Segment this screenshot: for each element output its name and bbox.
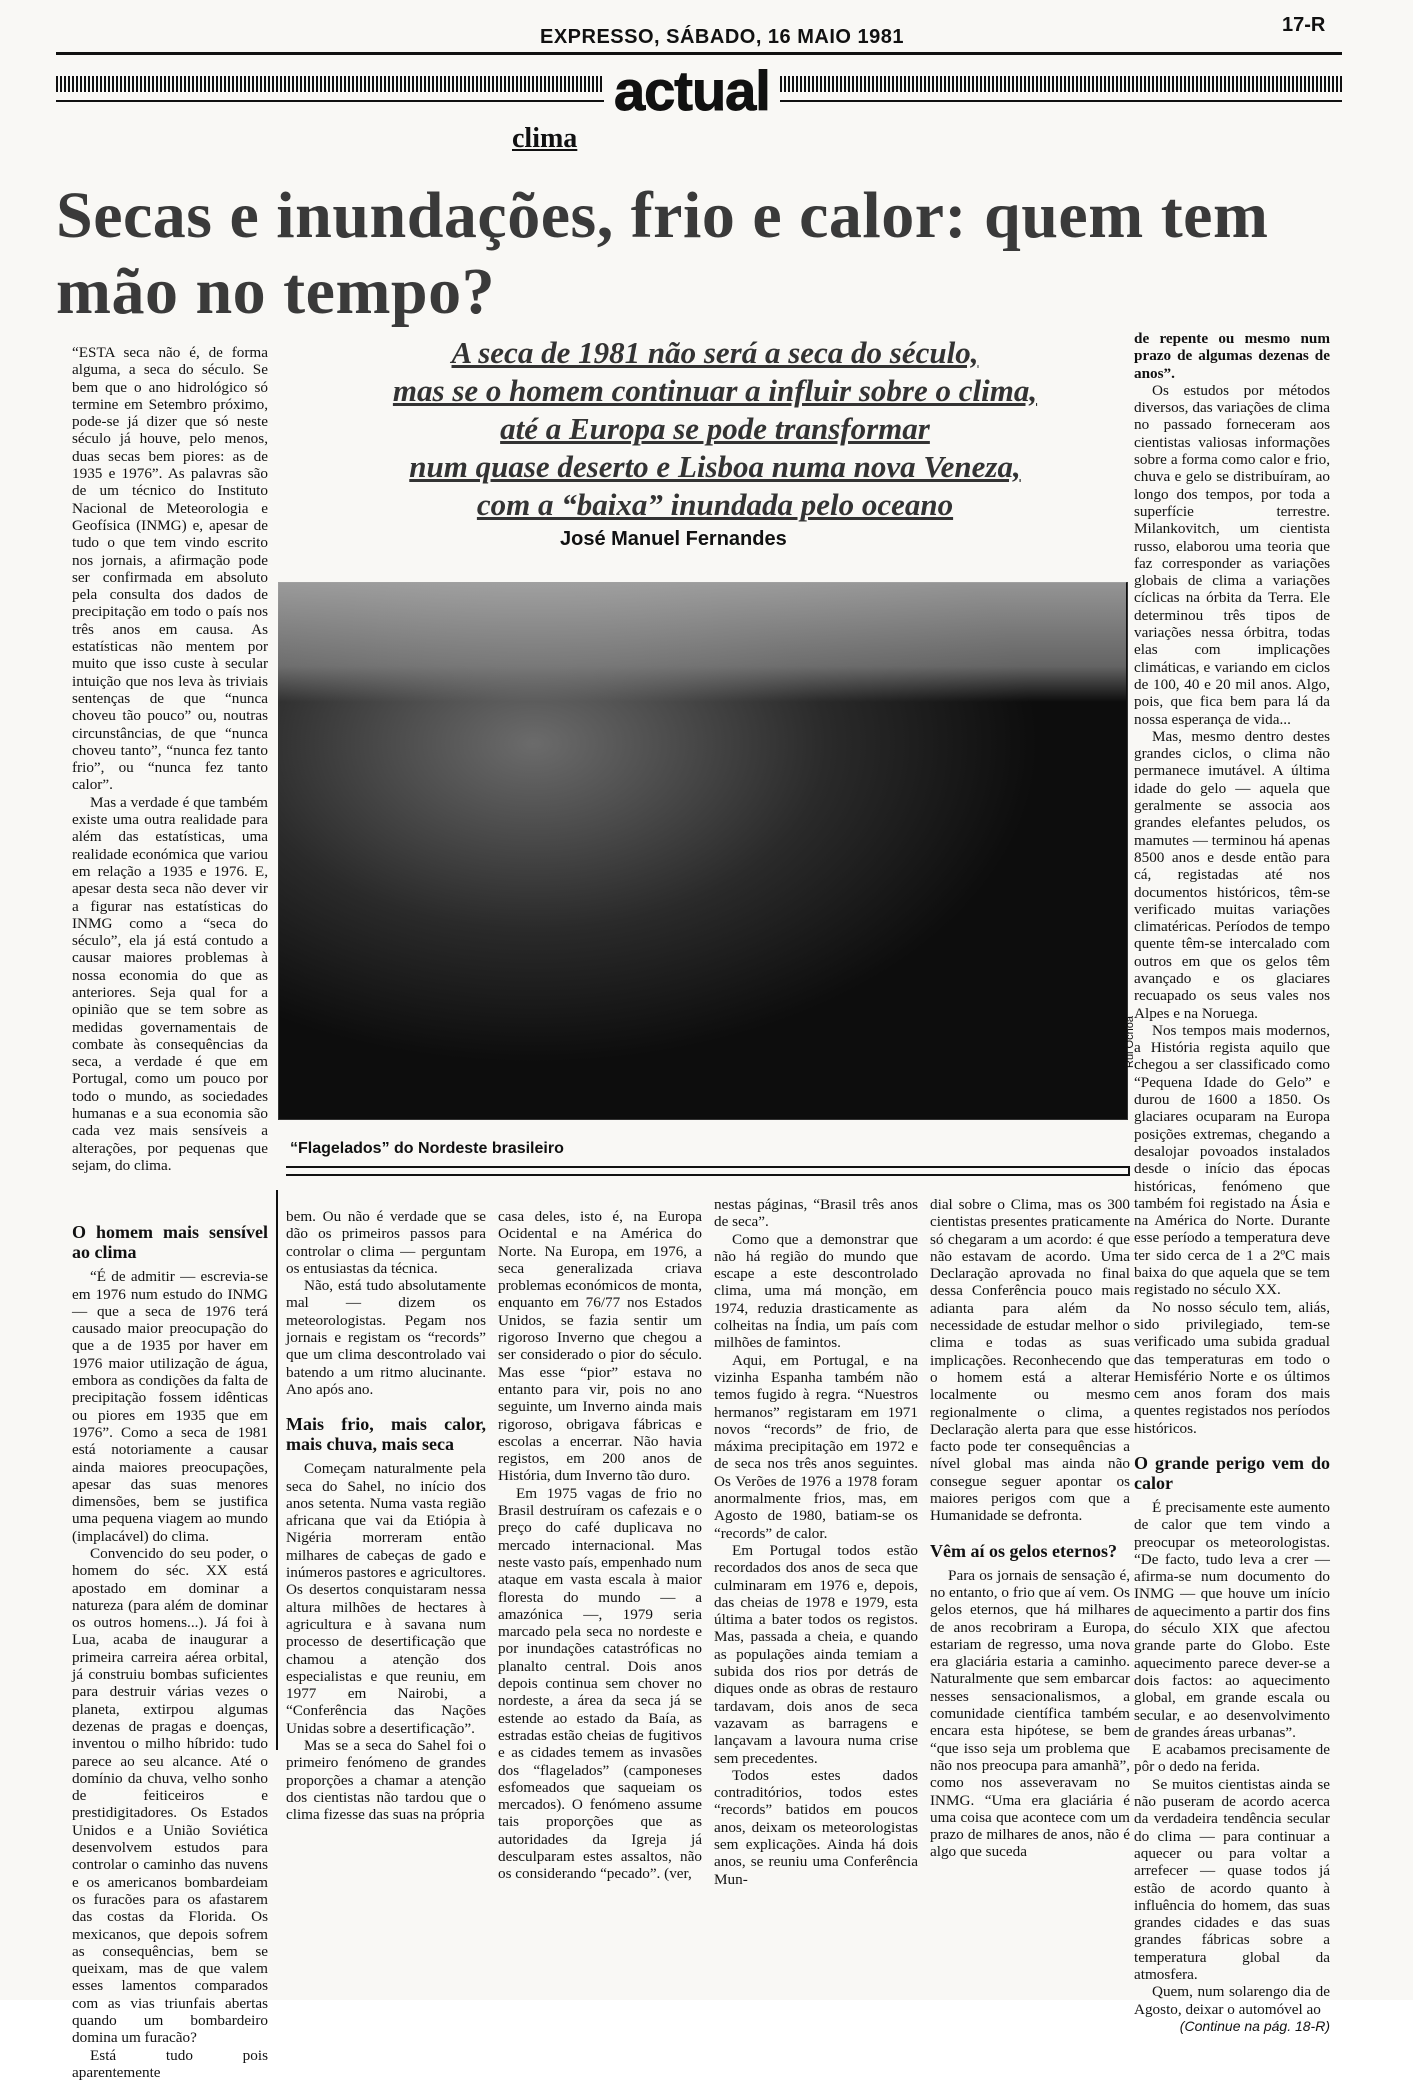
column-1 (72, 344, 268, 2081)
column-divider (276, 1190, 278, 1750)
news-photo-highlight (278, 582, 1126, 702)
paragraph: Não, está tudo absolutamente mal — dizem os meteorologistas. Pegam nos jornais e registam os “records” que um clima descontrolado vai batendo a um ritmo alucinante. Ano após ano. (286, 1277, 486, 1398)
paragraph: “ESTA seca não é, de forma alguma, a seca do século. Se bem que o ano hidrológico só termine em Setembro próximo, pode-se já dizer que só neste século já houve, pelo menos, duas secas bem piores: as de 1935 e 1976”. As palavras são de um técnico do Instituto Nacional de Meteorologia e Geofísica (INMG) e, apesar de tudo o que tem vindo escrito nos jornais, a afirmação pode ser confirmada em absoluto pela consulta dos dados de precipitação em todo o país nos três anos em causa. As estatísticas não mentem por muito que isso custe à secular intuição que nos leva às triviais sentenças de que “nunca choveu tão pouco” ou, noutras circunstâncias, de que “nunca choveu tanto”, “nunca fez tanto frio”, ou “nunca fez tanto calor”. (72, 344, 268, 794)
paragraph: “É de admitir — escrevia-se em 1976 num estudo do INMG — que a seca de 1976 terá causado maior preocupação do que a de 1935 por haver em 1976 maior utilização de água, embora as condições da falta de precipitação fossem idênticas ou piores em 1935 que em 1976”. Como a seca de 1981 está notoriamente a causar ainda maiores preocupações, apesar das suas menores dimensões, bem se justifica uma pequena viagem ao mundo (implacável) do clima. (72, 1268, 268, 1545)
subheading: Vêm aí os gelos eternos? (930, 1540, 1117, 1561)
continuation-note: (Continue na pág. 18-R) (1179, 2017, 1330, 2034)
paragraph: Nos tempos mais modernos, a História regista aquilo que chegou a ser classificado como “Pequena Idade do Gelo” e durou de 1600 a 1850. Os glaciares ocuparam na Europa posições extremas, chegando a desalojar povoados instalados desde o início das épocas históricas, fenómeno que também foi registado na Ásia e na América do Norte. Durante esse período a temperatura deve ter sido cerca de 1 a 2ºC mais baixa do que aquela que se tem registado no século XX. (1134, 1021, 1330, 1299)
paragraph: Aqui, em Portugal, e na vizinha Espanha também não temos fugido à regra. “Nuestros hermanos” registaram em 1971 novos “records” de frio, de máxima precipitação em 1972 e de seca nos três anos seguintes. Os Verões de 1976 a 1978 foram anormalmente frios, mas, em Agosto de 1980, batiam-se os “records” de calor. (714, 1351, 918, 1542)
paragraph: Está tudo pois aparentemente (72, 2046, 268, 2081)
paragraph: Os estudos por métodos diversos, das variações de clima no passado forneceram aos cientistas valiosas informações sobre a forma como calor e frio, chuva e gelo se distribuíram, ao longo dos tempos, por toda a superfície terrestre. Milankovitch, um cientista russo, elaborou uma teoria que faz corresponder as variações globais de clima a variações cíclicas na órbita da Terra. Ele determinou três tipos de variações nessa órbitra, todas elas com implicações climáticas, e variando em ciclos de 100, 40 e 20 mil anos. Algo, pois, que fica bem para lá da nossa esperança de vida... (1134, 381, 1330, 728)
column-4 (714, 1196, 918, 1888)
paragraph: Para os jornais de sensação é, no entanto, o frio que aí vem. Os gelos eternos, que há milhares de anos recobriram a Europa, estariam de regresso, uma nova era glaciária estaria a caminho. Naturalmente que sem embarcar nesses sensacionalismos, a comunidade científica também encara esta hipótese, se bem “que isso seja um problema que não nos preocupa para amanhã”, como nos asseveravam no INMG. “Uma era glaciária é uma coisa que acontece com um prazo de milhares de anos, não é algo que suceda (930, 1566, 1130, 1861)
paragraph: de repente ou mesmo num prazo de algumas dezenas de anos”. (1134, 330, 1330, 382)
paragraph: E acabamos precisamente de pôr o dedo na ferida. (1134, 1741, 1330, 1776)
caption-rule (286, 1166, 1128, 1168)
paragraph: É precisamente este aumento de calor que tem vindo a preocupar os meteorologistas. “De facto, tudo leva a crer — afirma-se num documento do INMG — que houve um início de aquecimento a partir dos fins do século XIX que afectou grande parte do Globo. Este aquecimento parece dever-se a dois factos: ao aquecimento global, em grande escala ou secular, e ao desenvolvimento de grandes áreas urbanas”. (1134, 1499, 1330, 1741)
paragraph: casa deles, isto é, na Europa Ocidental e na América do Norte. Na Europa, em 1976, a seca generalizada criava problemas económicos de monta, enquanto em 76/77 nos Estados Unidos, se fazia sentir um rigoroso Inverno que chegou a ser considerado o pior do século. Mas esse “pior” estava no entanto para vir, pois no ano seguinte, um Inverno ainda mais rigoroso, obrigava fábricas e escolas a encerrar. Não havia registos, em 200 anos de História, dum Inverno tão duro. (498, 1208, 702, 1485)
paragraph: Em Portugal todos estão recordados dos anos de seca que culminaram em 1976 e, depois, das cheias de 1978 e 1979, esta última a bater todos os registos. Mas, passada a cheia, e quando as populações ainda temiam a subida dos rios por detrás de diques onde as obras de restauro tardavam, dois anos de seca vazavam as barragens e lançavam a lavoura numa crise sem precedentes. (714, 1541, 918, 1767)
paragraph: dial sobre o Clima, mas os 300 cientistas presentes praticamente só chegaram a um acordo: é que não estavam de acordo. Uma Declaração aprovada no final dessa Conferência pouco mais adianta para além da necessidade de estudar melhor o clima e todas as suas implicações. Reconhecendo que o homem está a alterar localmente ou mesmo regionalmente o clima, a Declaração alerta para que esse facto pode ter consequências a nível global mas ainda não consegue seguer apontar os maiores perigos com que a Humanidade se defronta. (930, 1196, 1130, 1525)
paragraph: No nosso século tem, aliás, sido privilegiado, tem-se verificado uma subida gradual das temperaturas em todo o Hemisfério Norte e os últimos cem anos foram dos mais quentes registados nos períodos históricos. (1134, 1298, 1330, 1437)
column-3 (498, 1208, 702, 1883)
lead-line: até a Europa se pode transformar (500, 411, 930, 446)
lead-line: mas se o homem continuar a influir sobre o clima, (392, 373, 1038, 408)
column-6 (1134, 330, 1330, 2035)
column-2 (286, 1208, 486, 1824)
top-rule (56, 52, 1342, 55)
caption-rule (286, 1174, 1128, 1176)
paragraph: bem. Ou não é verdade que se dão os primeiros passos para controlar o clima — perguntam os entusiastas da técnica. (286, 1208, 486, 1277)
paragraph: Em 1975 vagas de frio no Brasil destruíram os cafezais e o preço do café duplicava no mercado internacional. Mas neste vasto país, empenhado num ataque em vasta escala à maior floresta do mundo — a amazónica —, 1979 seria marcado pela seca no nordeste e por inundações catastróficas no planalto central. Dois anos depois continua sem chover no nordeste, a área da seca já se estende ao estado da Baía, as estradas estão cheias de fugitivos e as cidades temem as invasões dos “flagelados” (camponeses esfomeados que saqueiam os mercados). O fenómeno assume tais proporções que as autoridades da Igreja já desculparam estes assaltos, não os considerando “pecado”. (ver, (498, 1484, 702, 1883)
section-logo: actual (604, 58, 780, 123)
photo-credit: Rui Ochôa (1124, 1016, 1136, 1068)
masthead: EXPRESSO, SÁBADO, 16 MAIO 1981 (540, 26, 905, 48)
section-label: clima (512, 123, 578, 154)
paragraph: Se muitos cientistas ainda se não puseram de acordo acerca da verdadeira tendência secular do clima — para continuar a aquecer ou para voltar a arrefecer — quase todos já estão de acordo quanto à influência do homem, das suas grandes cidades e das suas grandes fábricas sobre a temperatura global da atmosfera. (1134, 1775, 1330, 1984)
lead-line: num quase deserto e Lisboa numa nova Veneza, (409, 449, 1021, 484)
lead-line: A seca de 1981 não será a seca do século, (451, 335, 979, 370)
subheading: O grande perigo vem do calor (1134, 1453, 1330, 1493)
paragraph: Mas, mesmo dentro destes grandes ciclos, o clima não permanece imutável. A última idade do gelo — aquela que geralmente se associa aos grandes elefantes peludos, os mamutes — terminou há apenas 8500 anos e desde então para cá, registadas até nos documentos históricos, têm-se verificado muitas variações climatéricas. Períodos de tempo quente têm-se intercalado com outros em que os gelos têm avançado e os glaciares recuapado os seus vales nos Alpes e na Noruega. (1134, 727, 1330, 1022)
paragraph: Mas se a seca do Sahel foi o primeiro fenómeno de grandes proporções a chamar a atenção dos cientistas não tardou que o clima fizesse das suas na própria (286, 1737, 486, 1824)
page-number: 17-R (1282, 14, 1326, 36)
headline: Secas e inundações, frio e calor: quem tem mão no tempo? (56, 179, 1269, 328)
paragraph: Começam naturalmente pela seca do Sahel, no início dos anos setenta. Numa vasta região africana que vai da Etiópia à Nigéria morreram então milhares de cabeças de gado e inúmeros pastores e agricultores. Os desertos conquistaram nessa altura milhões de hectares à agricultura e à savana num processo de desertificação que chamou a atenção dos especialistas e que reuniu, em 1977 em Nairobi, a “Conferência das Nações Unidas sobre a desertificação”. (286, 1460, 486, 1737)
lead-line: com a “baixa” inundada pelo oceano (476, 487, 954, 522)
column-5 (930, 1196, 1130, 1861)
paragraph: Todos estes dados contraditórios, todos estes “records” batidos em poucos anos, deixam os meteorologistas sem explicações. Ainda há dois anos, se reuniu uma Conferência Mun- (714, 1766, 918, 1888)
photo-caption: “Flagelados” do Nordeste brasileiro (290, 1140, 564, 1157)
lead-text (300, 334, 1130, 524)
caption-rule-end (1128, 1166, 1130, 1176)
byline: José Manuel Fernandes (560, 528, 787, 550)
subheading: O homem mais sensível ao clima (72, 1222, 268, 1263)
paragraph: nestas páginas, “Brasil três anos de seca”. (714, 1196, 918, 1231)
paragraph: Como que a demonstrar que não há região do mundo que escape a este descontrolado clima, uma má monção, em 1974, reduzia drasticamente as colheitas na Índia, um país com milhões de famintos. (714, 1230, 918, 1352)
paragraph: Convencido do seu poder, o homem do séc. XX está apostado em dominar a natureza (para além de dominar os outros homens...). Já foi à Lua, acaba de inaugurar a primeira carreira aérea orbital, já construiu bombas suficientes para destruir várias vezes o planeta, extirpou algumas dezenas de pragas e doenças, inventou o milho híbrido: tudo parece ao seu alcance. Até o domínio da chuva, velho sonho de feiticeiros e prestidigitadores. Os Estados Unidos e a União Soviética desenvolvem estudos para controlar o caminho das nuvens e os americanos bombardeiam os furacões para os afastarem das costas da Florida. Os mexicanos, que depois sofrem as consequências, bem se queixam, mas de que valem esses lamentos comparados com as vias triunfais abertas quando um bombardeiro domina um furacão? (72, 1545, 268, 2047)
paragraph: Quem, num solarengo dia de Agosto, deixar o automóvel ao (1134, 1983, 1330, 2018)
paragraph: Mas a verdade é que também existe uma outra realidade para além das estatísticas, uma realidade económica que variou em relação a 1935 e 1976. E, apesar desta seca não dever vir a figurar nas estatísticas do INMG como a “seca do século”, ela já está contudo a causar maiores problemas à nossa economia do que as anteriores. Seja qual for a opinião que se tem sobre as medidas governamentais de combate às consequências da seca, a verdade é que em Portugal, como um pouco por todo o mundo, as sociedades humanas e a sua economia são cada vez mais sensíveis a alterações, por pequenas que sejam, do clima. (72, 793, 268, 1174)
subheading: Mais frio, mais calor, mais chuva, mais seca (286, 1414, 486, 1455)
